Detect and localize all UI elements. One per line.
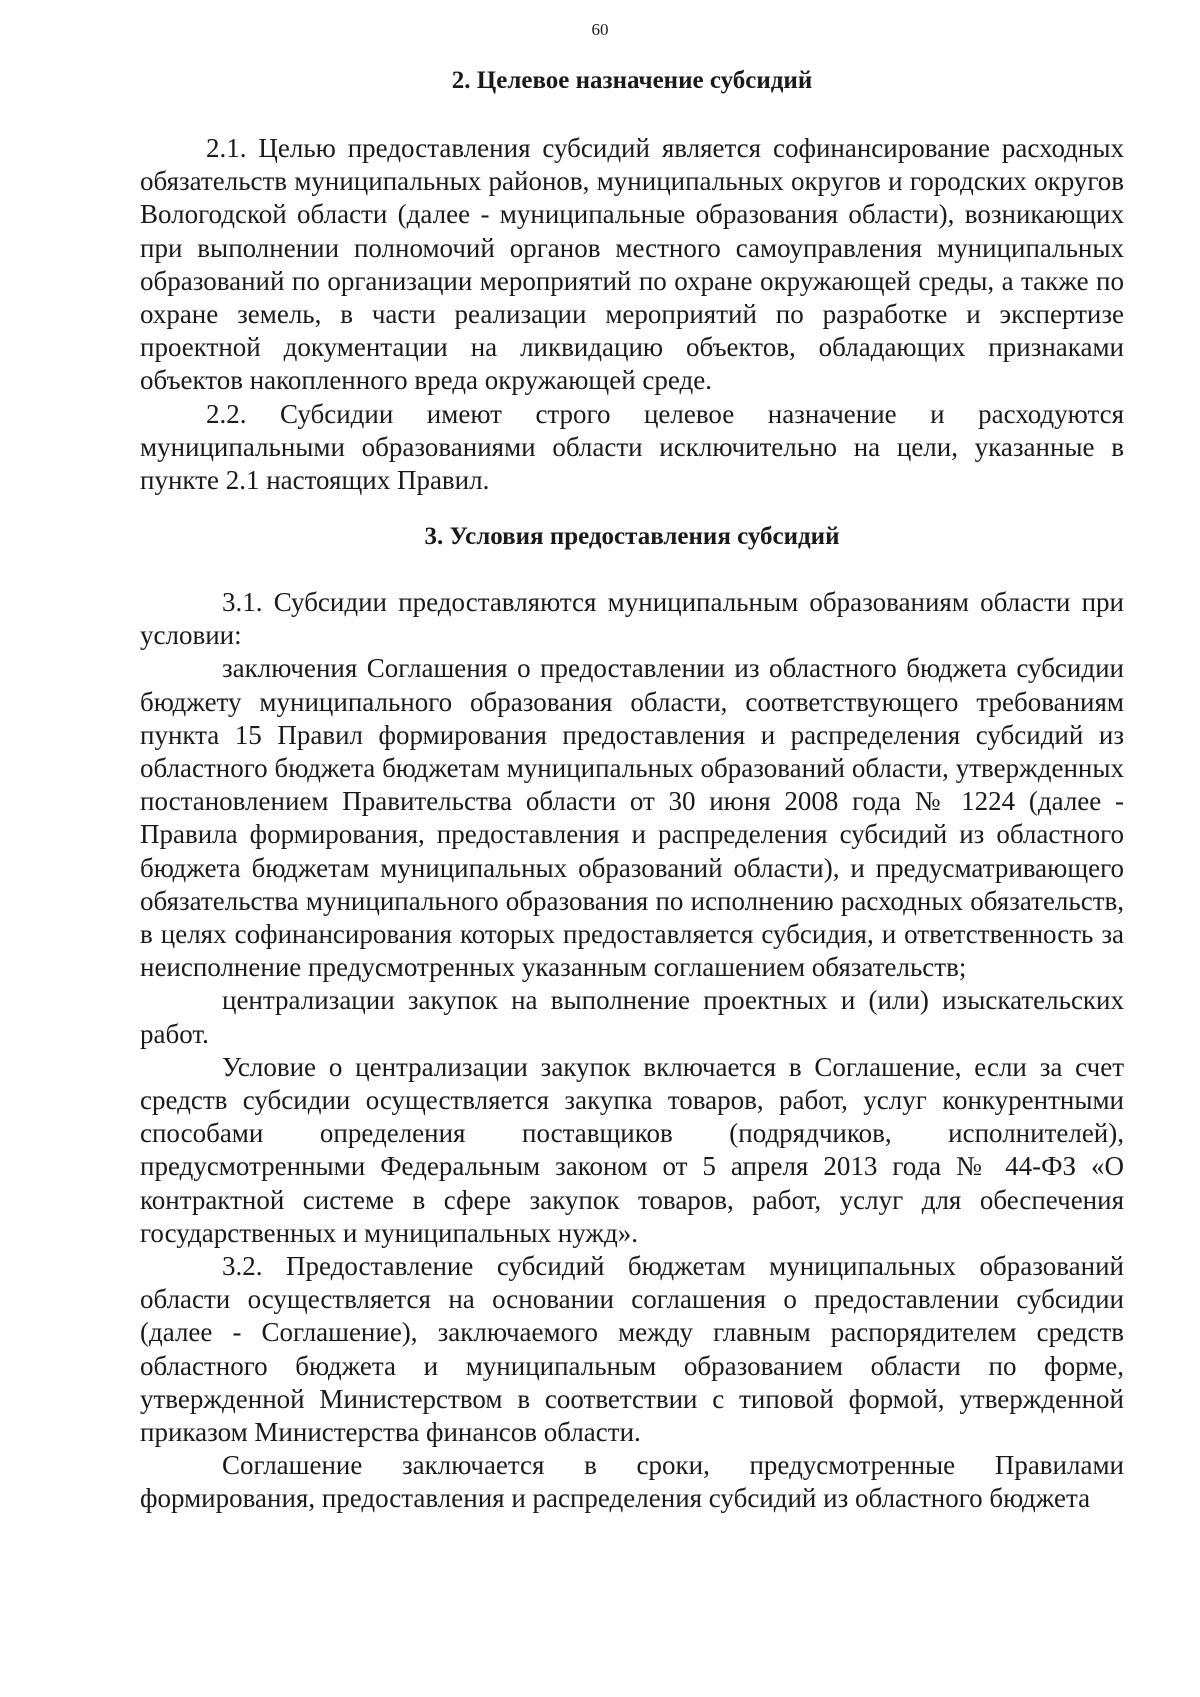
paragraph-2-1: 2.1. Целью предоставления субсидий является софинансирование расходных обязательств муниципальных районов, муниципальных округов и городских округов Вологодской области (далее - муниципальные образования области), возникающих при выполнении полномочий органов местного самоуправления муниципальных образований по организации мероприятий по охране окружающей среды, а также по охране земель, в части реализации мероприятий по разработке и экспертизе проектной документации на ликвидацию объектов, обладающих признаками объектов накопленного вреда окружающей среде. [140,133,1124,396]
section-2-title: 2. Целевое назначение субсидий [451,67,813,94]
paragraph-3-2: 3.2. Предоставление субсидий бюджетам муниципальных образований области осуществляется на основании соглашения о предоставлении субсидии (далее - Соглашение), заключаемого между главным распорядителем средств областного бюджета и муниципальным образованием области по форме, утвержденной Министерством в соответствии с типовой формой, утвержденной приказом Министерства финансов области. [140,1251,1124,1448]
paragraph-condition-centralization: централизации закупок на выполнение проектных и (или) изыскательских работ. [140,985,1124,1049]
paragraph-3-1: 3.1. Субсидии предоставляются муниципальным образованиям области при условии: [140,587,1124,651]
section-2-body [140,132,1124,497]
paragraph-2-2: 2.2. Субсидии имеют строго целевое назначение и расходуются муниципальными образованиями области исключительно на цели, указанные в пункте 2.1 настоящих Правил. [140,398,1124,496]
section-3-title: 3. Условия предоставления субсидий [424,523,840,550]
page-number: 60 [591,20,609,39]
paragraph-condition-agreement: заключения Соглашения о предоставлении из областного бюджета субсидии бюджету муниципального образования области, соответствующего требованиям пункта 15 Правил формирования предоставления и распределения субсидий из областного бюджета бюджетам муниципальных образований области, утвержденных постановлением Правительства области от 30 июня 2008 года № 1224 (далее - Правила формирования, предоставления и распределения субсидий из областного бюджета бюджетам муниципальных образований области), и предусматривающего обязательства муниципального образования по исполнению расходных обязательств, в целях софинансирования которых предоставляется субсидия, и ответственность за неисполнение предусмотренных указанным соглашением обязательств; [140,653,1124,983]
paragraph-agreement-terms: Соглашение заключается в сроки, предусмотренные Правилами формирования, предоставления и распределения субсидий из областного бюджета [140,1450,1124,1514]
section-3-body [140,586,1124,1516]
paragraph-centralization-note: Условие о централизации закупок включается в Соглашение, если за счет средств субсидии осуществляется закупка товаров, работ, услуг конкурентными способами определения поставщиков (подрядчиков, исполнителей), предусмотренными Федеральным законом от 5 апреля 2013 года № 44-ФЗ «О контрактной системе в сфере закупок товаров, работ, услуг для обеспечения государственных и муниципальных нужд». [140,1051,1124,1248]
